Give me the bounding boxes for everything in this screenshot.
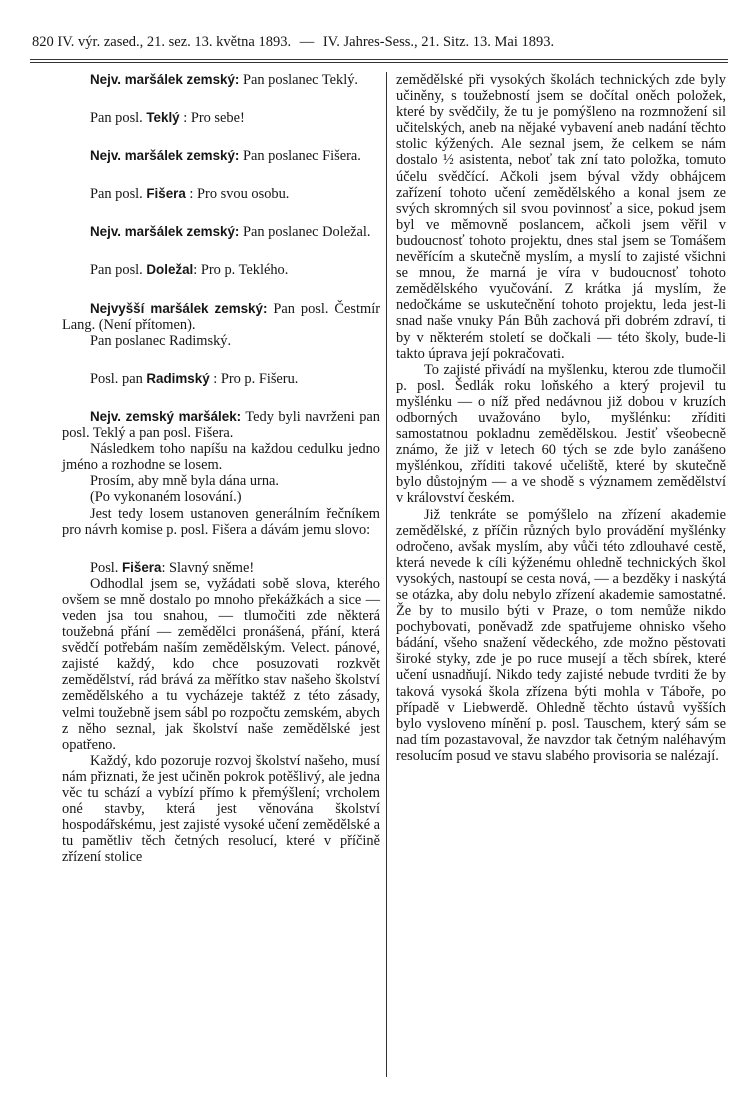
- paragraph: [62, 441, 380, 473]
- paragraph: [396, 362, 726, 507]
- paragraph: [62, 576, 380, 753]
- paragraph-text: Pan posl. Čestmír Lang. (Není přítomen).: [62, 300, 380, 333]
- header-rule: [30, 59, 728, 60]
- paragraph: [62, 409, 380, 441]
- right-column: [396, 72, 726, 764]
- running-header: [32, 34, 728, 51]
- paragraph: [396, 507, 726, 765]
- paragraph-text: Pan poslanec Radimský.: [90, 332, 232, 349]
- paragraph-text: Odhodlal jsem se, vyžádati sobě slova, kterého ovšem se mně dostalo po mnoho překážkách a sice — veden jsa tou snahou, — tlumočiti zde některá toužebná přání — zemědělci pronášená, přání, která svědčí potřebám naším zemědělským. Velect. pánové, zajisté každý, kdo chce posuzovati rozkvět zemědělství, rád brává za měřítko stav našeho školství zemědělského a tu vycházeje taktéž z této zásady, velmi toužebně jsem sábl po rozpočtu zemském, abych z něho seznal, jak školství naše zemědělské jest opatřeno.: [62, 575, 380, 753]
- paragraph-text: Pan poslanec Teklý.: [239, 72, 359, 88]
- header-dash: —: [299, 34, 315, 50]
- speaker-name: Doležal: [146, 262, 194, 278]
- header-right: IV. Jahres-Sess., 21. Sitz. 13. Mai 1893.: [322, 34, 555, 50]
- paragraph: [62, 333, 380, 349]
- paragraph-text: : Slavný sněme!: [161, 559, 255, 576]
- paragraph-text: Prosím, aby mně byla dána urna.: [90, 473, 280, 490]
- speaker-name: Radimský: [146, 370, 210, 386]
- speaker-name: Nejvyšší maršálek zemský:: [90, 300, 268, 316]
- speaker-name: Teklý: [146, 110, 180, 126]
- paragraph-text: Každý, kdo pozoruje rozvoj školství našeho, musí nám přiznati, že jest učiněn pokrok potěšlivý, ale jedna věc tu schází a vybízí přímo k přemýšlení; vrcholem oné stavby, která jest věnována školství hospodářskému, jest zajisté vysoké učení zemědělské a tu pamětliv těch četných resolucí, které v příčině zřízení stolice: [62, 752, 380, 866]
- paragraph-text: zemědělské při vysokých školách technických zde byly učiněny, s toužebností jsem se dočítal oněch položek, které by svědčily, že tu je pomýšleno na rozmnožení sil učitelských, aneb na nějaké vybavení aneb nadání těchto stolic kýžených. Ale seznal jsem, že celkem se nám dostalo ½ asistenta, neboť tak zní tato položka, tomuto účelu svědčící. Ačkoli jsem býval vždy obhájcem zařízení tohoto učení zemědělského a konal jsem ze svých skromných sil svou povinnosť a sice, pokud jsem byl ve měmovně poslancem, ačkoli jsem věřil v budoucnosť tohoto projektu, dnes stal jsem se Tomášem nevěřícím a skutečně myslím, a myslí to zajisté všichni se mnou, že marná je víra v budoucnosť tohoto zemědělského vyučování. Z krátka já myslím, že nedočkáme se uskutečnění tohoto projektu, leda jest-li snad naše vnuky Pán Bůh zachová při dobrém zdraví, ti by v některém století se dočkali — této školy, bude-li takto úprava její pokračovati.: [396, 72, 726, 362]
- paragraph-prefix: Pan posl.: [90, 262, 147, 279]
- paragraph-prefix: Posl. pan: [90, 370, 147, 387]
- paragraph: [62, 371, 380, 387]
- speaker-name: Fišera: [146, 186, 186, 202]
- paragraph: [62, 72, 380, 88]
- paragraph: [62, 301, 380, 333]
- paragraph-text: : Pro sebe!: [179, 110, 245, 127]
- paragraph-prefix: Pan posl.: [90, 186, 147, 203]
- left-column: [62, 72, 380, 865]
- paragraph: [62, 489, 380, 505]
- paragraph-text: Následkem toho napíšu na každou cedulku jedno jméno a rozhodne se losem.: [62, 441, 380, 474]
- paragraph-prefix: Pan posl.: [90, 110, 147, 127]
- paragraph-text: Pan poslanec Fišera.: [239, 148, 361, 165]
- paragraph-text: Jest tedy losem ustanoven generálním řečníkem pro návrh komise p. posl. Fišera a dávám jemu slovo:: [62, 505, 380, 538]
- paragraph-text: : Pro p. Teklého.: [193, 262, 289, 279]
- paragraph-prefix: Posl.: [90, 559, 122, 576]
- paragraph: [396, 72, 726, 362]
- paragraph-text: Pan poslanec Doležal.: [239, 224, 371, 241]
- paragraph-text: To zajisté přivádí na myšlenku, kterou zde tlumočil p. posl. Šedlák roku loňského a který projevil tu myšlénku — o níž před nedávnou již dobou v kruzích odborných uvažováno bylo, myšlénku: zříditi samostatnou pokladnu zemědělskou. Jestiť všeobecně známo, že již v letech 60 tých se zde bylo zanášeno myšlénkou, zříditi takové učeliště, které by skutečně bylo důstojným — a ve shodě s významem zemědělství v království českém.: [396, 361, 726, 507]
- paragraph: [62, 186, 380, 202]
- paragraph: [62, 110, 380, 126]
- paragraph: [62, 560, 380, 576]
- paragraph-text: : Pro svou osobu.: [185, 186, 290, 203]
- speaker-name: Fišera: [122, 559, 162, 575]
- header-left: 820 IV. výr. zased., 21. sez. 13. května 1893.: [32, 34, 292, 50]
- speaker-name: Nejv. maršálek zemský:: [90, 148, 240, 164]
- paragraph: [62, 262, 380, 278]
- paragraph: [62, 473, 380, 489]
- paragraph-text: (Po vykonaném losování.): [90, 489, 242, 506]
- speaker-name: Nejv. zemský maršálek:: [90, 408, 242, 424]
- speaker-name: Nejv. maršálek zemský:: [90, 72, 240, 87]
- paragraph-text: : Pro p. Fišeru.: [209, 370, 299, 387]
- paragraph: [62, 224, 380, 240]
- paragraph-text: Již tenkráte se pomýšlelo na zřízení akademie zemědělské, z příčin různých bylo provádění myšlénky odročeno, avšak myslím, aby vůči této zdlouhavé cestě, která nevede k cíli kýženému ohledně technických škol vysokých, nastoupí se cesta nová, — a bezděky i naskýtá se otázka, aby dolu nebylo zřízení akademie samostatné. Že by to musilo býti v Praze, o tom nemůže nikdo pochybovati, poněvadž zde spatřujeme ohnisko všeho bádání, všeho snažení vědeckého, zde možno pěstovati široké styky, zde je po ruce musejí a těch sbírek, které učení usnadňují. Nikdo tedy zajisté nebude tvrditi že by taková vysoká škola zřízena býti mohla v Táboře, po případě v Liebwerdě. Ohledně těchto ústavů vyšších bylo vysloveno mínění p. posl. Tauschem, který sám se nad tím pozastavoval, že navzdor tak četným naléhavým resolucím posud ve stavu slabého provisoria se nalézají.: [396, 506, 726, 764]
- header-rule-double: [30, 62, 728, 63]
- paragraph: [62, 148, 380, 164]
- speaker-name: Nejv. maršálek zemský:: [90, 224, 240, 240]
- paragraph: [62, 753, 380, 866]
- paragraph-text: Tedy byli navrženi pan posl. Teklý a pan posl. Fišera.: [62, 408, 380, 442]
- column-divider: [386, 72, 387, 1077]
- paragraph: [62, 506, 380, 538]
